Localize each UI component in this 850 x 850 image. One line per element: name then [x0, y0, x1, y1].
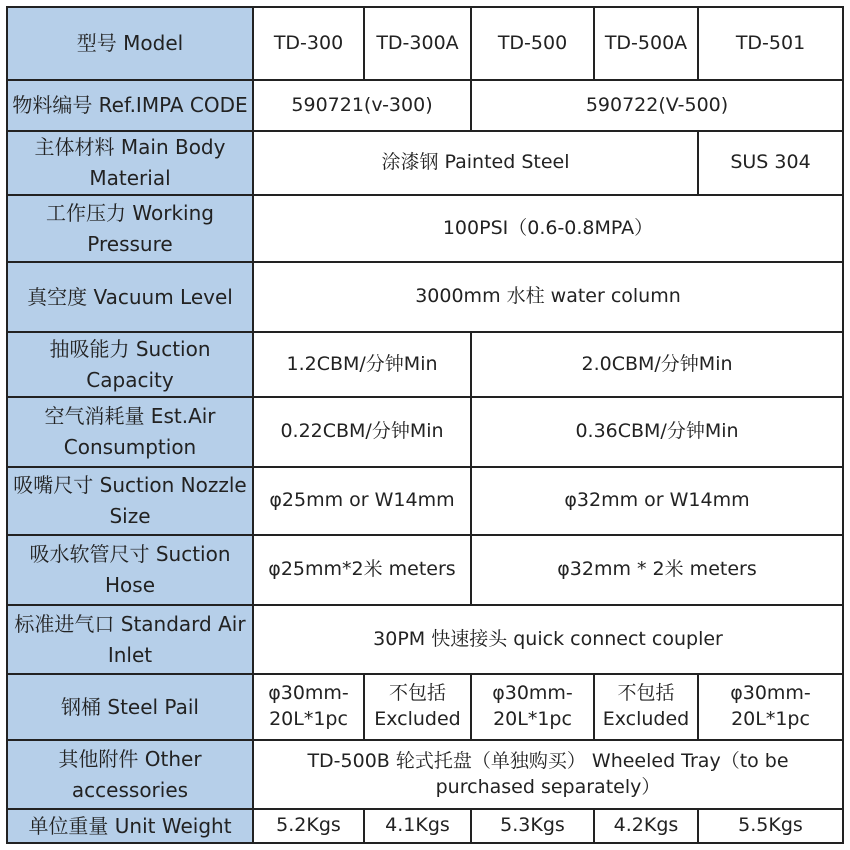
row-label-ref-impa: 物料编号 Ref.IMPA CODE: [7, 80, 253, 131]
cell-model-td300: TD-300: [253, 7, 364, 80]
table-row-vacuum-level: [7, 262, 843, 332]
row-label-working-pressure: 工作压力 Working Pressure: [7, 195, 253, 262]
cell-ref-impa-v300: 590721(v-300): [253, 80, 471, 131]
table-row-steel-pail: [7, 674, 843, 740]
table-row-main-body-material: [7, 131, 843, 195]
cell-weight-td500: 5.3Kgs: [471, 809, 594, 843]
cell-steel-pail-td500a: 不包括 Excluded: [594, 674, 698, 740]
cell-nozzle-size-300: φ25mm or W14mm: [253, 467, 471, 535]
table-row-model: [7, 7, 843, 80]
cell-weight-td300: 5.2Kgs: [253, 809, 364, 843]
table-row-working-pressure: [7, 195, 843, 262]
row-label-model: 型号 Model: [7, 7, 253, 80]
row-label-air-consumption: 空气消耗量 Est.Air Consumption: [7, 397, 253, 467]
cell-weight-td500a: 4.2Kgs: [594, 809, 698, 843]
table-row-standard-air-inlet: [7, 605, 843, 674]
table-row-suction-hose: [7, 535, 843, 605]
cell-weight-td300a: 4.1Kgs: [364, 809, 471, 843]
cell-weight-td501: 5.5Kgs: [698, 809, 843, 843]
table-row-air-consumption: [7, 397, 843, 467]
row-label-suction-nozzle-size: 吸嘴尺寸 Suction Nozzle Size: [7, 467, 253, 535]
row-label-vacuum-level: 真空度 Vacuum Level: [7, 262, 253, 332]
cell-steel-pail-td300a: 不包括 Excluded: [364, 674, 471, 740]
cell-suction-hose-300: φ25mm*2米 meters: [253, 535, 471, 605]
cell-material-sus304: SUS 304: [698, 131, 843, 195]
table-row-unit-weight: [7, 809, 843, 843]
cell-suction-capacity-300: 1.2CBM/分钟Min: [253, 332, 471, 397]
cell-suction-hose-500: φ32mm * 2米 meters: [471, 535, 843, 605]
row-label-standard-air-inlet: 标准进气口 Standard Air Inlet: [7, 605, 253, 674]
cell-vacuum-level: 3000mm 水柱 water column: [253, 262, 843, 332]
cell-air-consumption-300: 0.22CBM/分钟Min: [253, 397, 471, 467]
cell-model-td501: TD-501: [698, 7, 843, 80]
cell-steel-pail-td300: φ30mm-20L*1pc: [253, 674, 364, 740]
spec-table: [6, 6, 844, 844]
row-label-main-body-material: 主体材料 Main Body Material: [7, 131, 253, 195]
cell-model-td300a: TD-300A: [364, 7, 471, 80]
table-row-suction-nozzle-size: [7, 467, 843, 535]
cell-steel-pail-td501: φ30mm-20L*1pc: [698, 674, 843, 740]
cell-ref-impa-v500: 590722(V-500): [471, 80, 843, 131]
cell-air-consumption-500: 0.36CBM/分钟Min: [471, 397, 843, 467]
cell-nozzle-size-500: φ32mm or W14mm: [471, 467, 843, 535]
cell-model-td500: TD-500: [471, 7, 594, 80]
cell-standard-air-inlet: 30PM 快速接头 quick connect coupler: [253, 605, 843, 674]
cell-other-accessories: TD-500B 轮式托盘（单独购买） Wheeled Tray（to be purchased separately）: [253, 740, 843, 809]
row-label-steel-pail: 钢桶 Steel Pail: [7, 674, 253, 740]
row-label-suction-capacity: 抽吸能力 Suction Capacity: [7, 332, 253, 397]
table-row-other-accessories: [7, 740, 843, 809]
row-label-unit-weight: 单位重量 Unit Weight: [7, 809, 253, 843]
cell-material-painted-steel: 涂漆钢 Painted Steel: [253, 131, 698, 195]
row-label-suction-hose: 吸水软管尺寸 Suction Hose: [7, 535, 253, 605]
cell-steel-pail-td500: φ30mm-20L*1pc: [471, 674, 594, 740]
cell-working-pressure: 100PSI（0.6-0.8MPA）: [253, 195, 843, 262]
cell-model-td500a: TD-500A: [594, 7, 698, 80]
cell-suction-capacity-500: 2.0CBM/分钟Min: [471, 332, 843, 397]
row-label-other-accessories: 其他附件 Other accessories: [7, 740, 253, 809]
table-row-ref-impa: [7, 80, 843, 131]
table-row-suction-capacity: [7, 332, 843, 397]
